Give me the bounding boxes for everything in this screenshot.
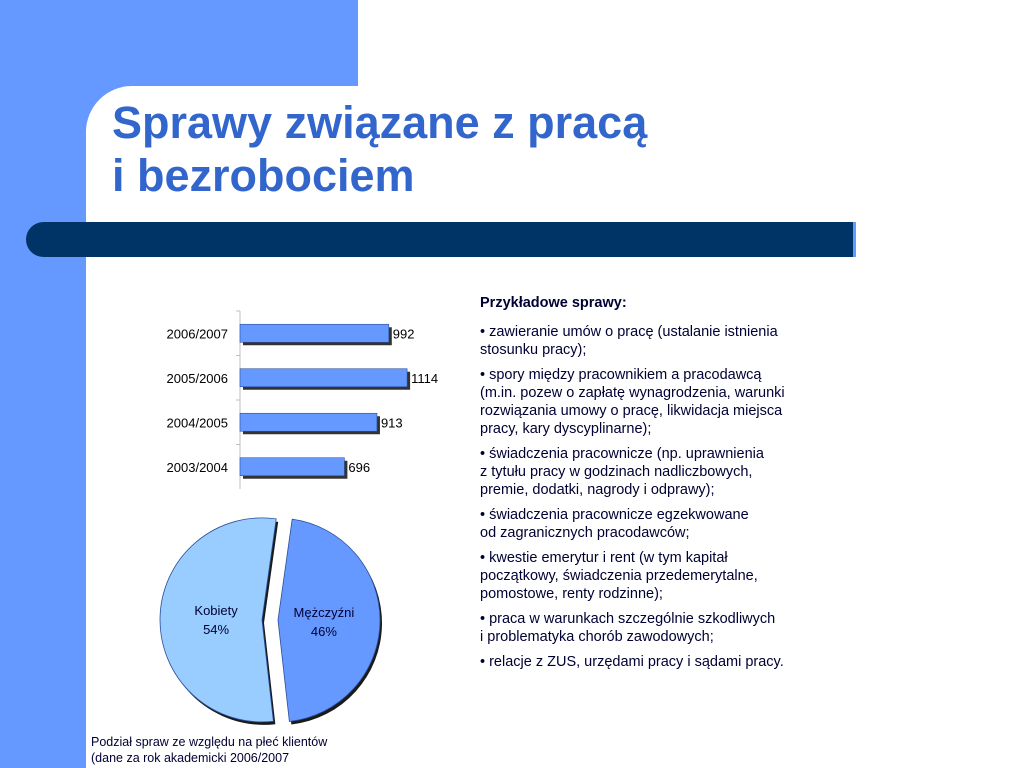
slide-title (112, 96, 647, 202)
bar (240, 324, 389, 342)
example-item-line: i problematyka chorób zawodowych; (480, 629, 714, 645)
examples-heading: Przykładowe sprawy: (480, 295, 627, 311)
slide-title-line-2: i bezrobociem (112, 150, 415, 201)
example-item-line: • spory między pracownikiem a pracodawcą (480, 367, 762, 383)
example-item-line: • relacje z ZUS, urzędami pracy i sądami pracy. (480, 654, 784, 670)
pie-slice-label: Kobiety (194, 603, 238, 619)
example-item-line: rozwiązania umowy o pracę, likwidacja miejsca (480, 403, 783, 419)
bar-category-label: 2004/2005 (166, 415, 228, 431)
caption-line-1: Podział spraw ze względu na płeć klientów (91, 735, 328, 749)
example-item (480, 549, 860, 603)
caption-line-2: (dane za rok akademicki 2006/2007 (91, 751, 290, 765)
pie-slice (160, 518, 276, 722)
pie-slice-percent: 54% (203, 622, 230, 638)
example-item-line: (m.in. pozew o zapłatę wynagrodzenia, warunki (480, 385, 785, 401)
bar (240, 458, 344, 476)
example-item-line: stosunku pracy); (480, 342, 587, 358)
examples-items (480, 323, 860, 671)
example-item (480, 610, 860, 646)
pie-slice-percent: 46% (310, 623, 337, 639)
example-item-line: • zawieranie umów o pracę (ustalanie istnienia (480, 324, 778, 340)
bar-value-label: 913 (380, 415, 403, 431)
bar-category-label: 2003/2004 (166, 459, 228, 475)
example-item (480, 323, 860, 359)
example-item-line: z tytułu pracy w godzinach nadliczbowych, (480, 464, 753, 480)
bar-value-label: 992 (392, 326, 415, 342)
example-item (480, 445, 860, 499)
example-item (480, 653, 860, 671)
example-item (480, 506, 860, 542)
pie-slice (278, 519, 380, 721)
example-item-line: od zagranicznych pracodawców; (480, 525, 690, 541)
example-item-line: początkowy, świadczenia przedemerytalne, (480, 568, 758, 584)
bar (240, 369, 407, 387)
cases-bar-chart (140, 305, 450, 495)
example-item-line: • świadczenia pracownicze (np. uprawnienia (480, 446, 764, 462)
bar-value-label: 1114 (411, 370, 439, 386)
example-cases-list (480, 294, 860, 678)
bar (240, 413, 377, 431)
gender-pie-chart (150, 510, 400, 735)
example-item-line: premie, dodatki, nagrody i odprawy); (480, 482, 715, 498)
example-item (480, 366, 860, 438)
example-item-line: • kwestie emerytur i rent (w tym kapitał (480, 550, 728, 566)
example-item-line: pomostowe, renty rodzinne); (480, 586, 663, 602)
example-item-line: pracy, kary dyscyplinarne); (480, 421, 652, 437)
pie-caption (91, 734, 391, 766)
title-underline-band (26, 222, 853, 257)
example-item-line: • świadczenia pracownicze egzekwowane (480, 507, 749, 523)
bar-category-label: 2005/2006 (166, 370, 228, 386)
slide-title-line-1: Sprawy związane z pracą (112, 97, 648, 148)
example-item-line: • praca w warunkach szczególnie szkodliwych (480, 611, 776, 627)
pie-slice-label: Mężczyźni (293, 604, 355, 620)
bar-value-label: 696 (348, 459, 371, 475)
bar-category-label: 2006/2007 (166, 326, 228, 342)
